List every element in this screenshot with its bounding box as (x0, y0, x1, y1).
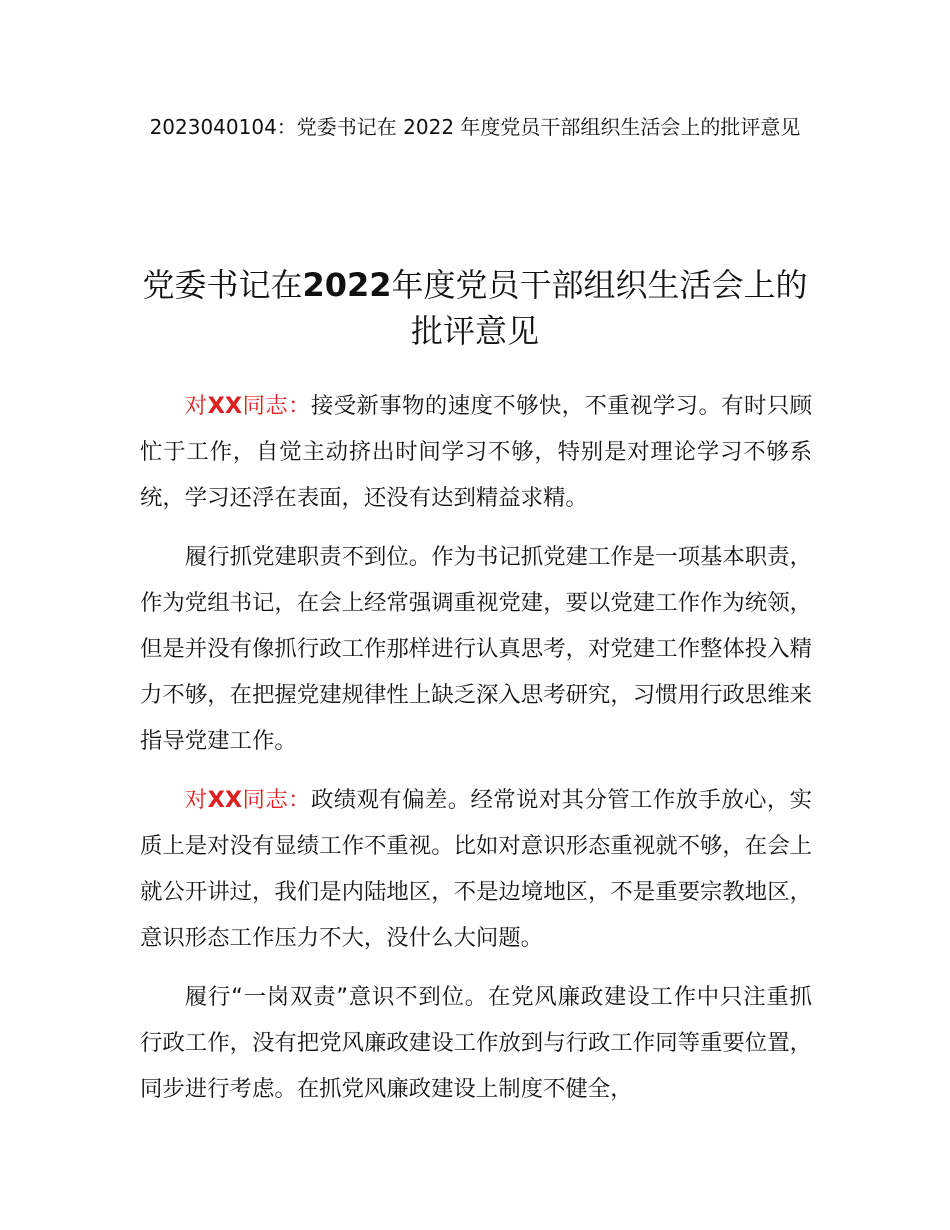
paragraph-2-text: 履行抓党建职责不到位。作为书记抓党建工作是一项基本职责，作为党组书记，在会上经常强调重视党建，要以党建工作作为统领，但是并没有像抓行政工作那样进行认真思考，对党建工作整体投入精力不够，在把握党建规律性上缺乏深入思考研究，习惯用行政思维来指导党建工作。 (140, 544, 812, 754)
comrade-label-1: 对XX同志： (184, 393, 311, 419)
main-title-part2: 年度党员干部组织生活会上的批评意见 (391, 266, 808, 350)
paragraph-4-text: 履行“一岗双责”意识不到位。在党风廉政建设工作中只注重抓行政工作，没有把党风廉政建设工作放到与行政工作同等重要位置，同步进行考虑。在抓党风廉政建设上制度不健全， (140, 984, 812, 1102)
document-main-title (130, 262, 820, 354)
document-header-title: 2023040104：党委书记在 2022 年度党员干部组织生活会上的批评意见 (149, 115, 801, 139)
paragraph-4 (140, 974, 812, 1112)
paragraph-1-text: 接受新事物的速度不够快，不重视学习。有时只顾忙于工作，自觉主动挤出时间学习不够，特别是对理论学习不够系统，学习还浮在表面，还没有达到精益求精。 (140, 393, 813, 511)
paragraph-1 (140, 383, 812, 521)
paragraph-2 (140, 534, 812, 764)
main-title-year: 2022 (302, 266, 392, 304)
main-title-part1: 党委书记在 (142, 266, 303, 304)
paragraph-3 (140, 777, 812, 961)
paragraph-3-text: 政绩观有偏差。经常说对其分管工作放手放心，实质上是对没有显绩工作不重视。比如对意识形态重视就不够，在会上就公开讲过，我们是内陆地区，不是边境地区，不是重要宗教地区，意识形态工作压力不大，没什么大问题。 (140, 787, 813, 951)
document-body (140, 383, 812, 1125)
comrade-label-2: 对XX同志： (184, 787, 311, 813)
